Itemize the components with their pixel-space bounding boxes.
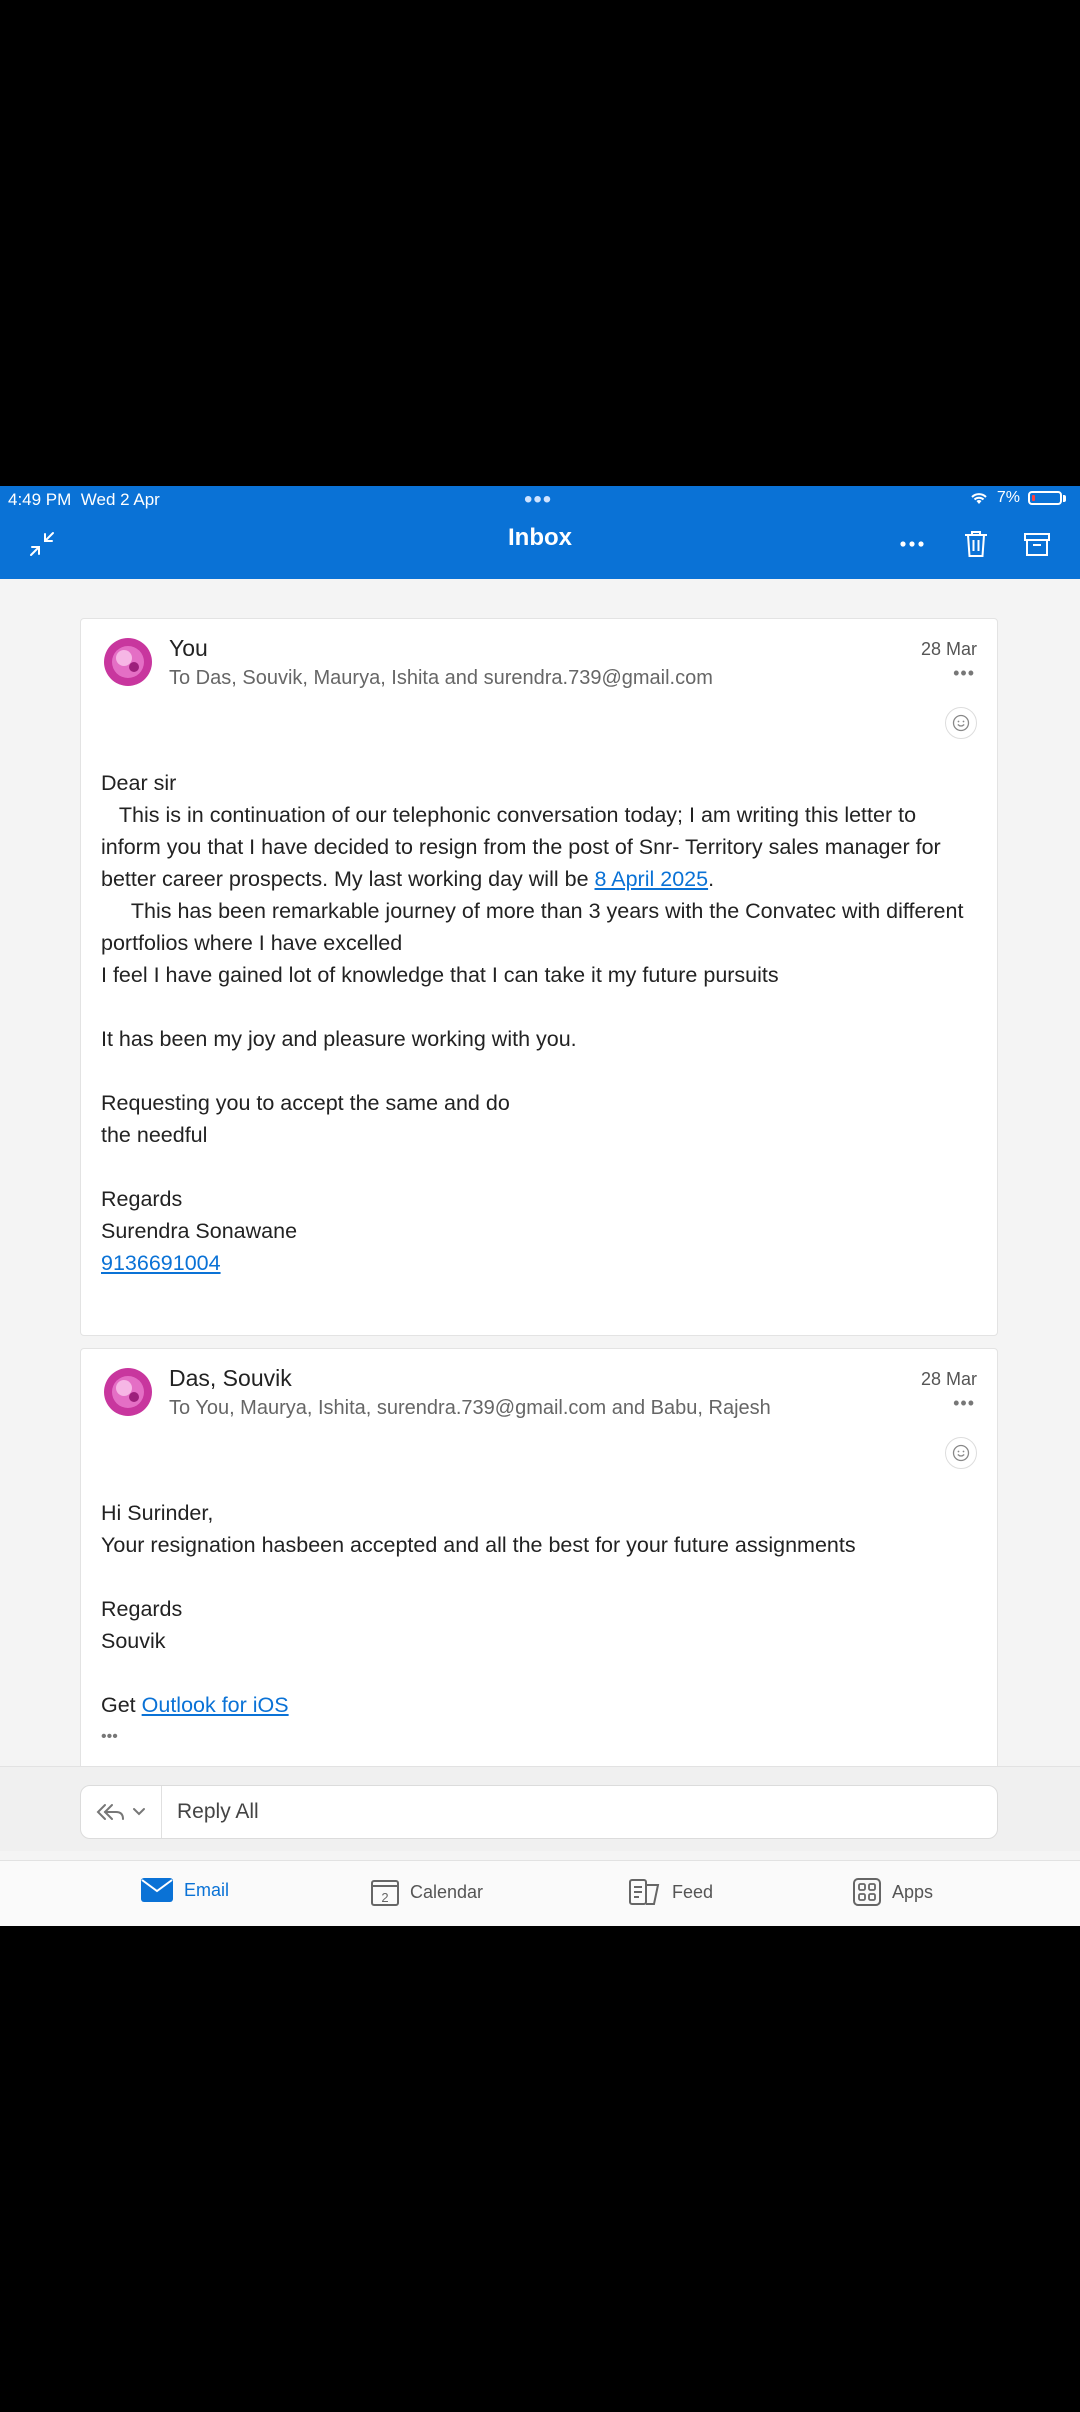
paragraph-text: This is in continuation of our telephonic conversation today; I am writing this letter to inform you that I have decided to resign from the post of Snr- Territory sales manager for better career prospects. My last working day will be	[101, 803, 947, 891]
tab-calendar[interactable]	[370, 1877, 483, 1907]
recipients[interactable]: To You, Maurya, Ishita, surendra.739@gmail.com and Babu, Rajesh	[169, 1397, 771, 1419]
outlook-link[interactable]: Outlook for iOS	[141, 1693, 289, 1717]
body-paragraph	[101, 799, 979, 895]
signature-name: Surendra Sonawane	[101, 1219, 298, 1243]
message-body	[101, 1497, 979, 1747]
status-right	[969, 489, 1066, 507]
greeting: Dear sir	[101, 771, 177, 795]
tab-label: Feed	[672, 1881, 714, 1902]
body-paragraph: Requesting you to accept the same and do	[101, 1091, 510, 1115]
message-date: 28 Mar	[920, 639, 977, 659]
time-label: 4:49 PM	[8, 490, 72, 509]
reply-all-icon	[96, 1802, 126, 1822]
reaction-icon[interactable]	[945, 707, 977, 739]
battery-percent: 7%	[996, 489, 1020, 506]
body-paragraph: Your resignation hasbeen accepted and all the best for your future assignments	[101, 1533, 856, 1557]
message-body	[101, 767, 979, 1279]
battery-cap	[1063, 495, 1066, 502]
signoff: Regards	[101, 1597, 183, 1621]
calendar-day: 2	[381, 1890, 389, 1905]
archive-icon[interactable]	[1019, 526, 1055, 562]
reply-input[interactable]: Reply All	[177, 1800, 259, 1823]
page-title: Inbox	[508, 524, 572, 551]
chevron-down-icon	[132, 1807, 146, 1817]
reply-box[interactable]	[80, 1785, 998, 1839]
reply-area	[0, 1766, 1080, 1851]
tab-apps[interactable]	[852, 1877, 933, 1907]
message-more-icon[interactable]: •••	[953, 1393, 975, 1413]
sender-name: You	[169, 635, 208, 661]
body-paragraph: This has been remarkable journey of more than 3 years with the Convatec with different portfolios where I have excelled	[101, 899, 970, 955]
greeting: Hi Surinder,	[101, 1501, 214, 1525]
tab-feed[interactable]	[628, 1877, 713, 1907]
more-options-icon[interactable]	[894, 526, 930, 562]
message-card[interactable]	[80, 1348, 998, 1788]
multitasking-dots[interactable]: •••	[524, 486, 553, 513]
body-paragraph: I feel I have gained lot of knowledge that I can take it my future pursuits	[101, 963, 779, 987]
tab-label: Apps	[892, 1881, 934, 1902]
trash-icon[interactable]	[958, 526, 994, 562]
tab-label: Email	[184, 1879, 230, 1900]
date-link[interactable]: 8 April 2025	[594, 867, 709, 891]
feed-icon	[628, 1877, 662, 1907]
message-date: 28 Mar	[920, 1369, 977, 1389]
date-label: Wed 2 Apr	[80, 490, 160, 509]
signoff: Regards	[101, 1187, 183, 1211]
calendar-icon	[370, 1877, 400, 1907]
wifi-icon	[969, 490, 989, 506]
message-card[interactable]	[80, 618, 998, 1336]
phone-link[interactable]: 9136691004	[101, 1251, 221, 1275]
collapsed-content-icon[interactable]: •••	[101, 1728, 118, 1745]
screen	[0, 486, 1080, 1926]
tab-bar	[0, 1860, 1080, 1926]
top-bar	[0, 486, 1080, 579]
tab-email[interactable]	[140, 1877, 229, 1903]
status-time	[8, 490, 160, 510]
body-paragraph: It has been my joy and pleasure working with you.	[101, 1027, 577, 1051]
reply-mode-button[interactable]	[81, 1786, 162, 1838]
apps-icon	[852, 1877, 882, 1907]
paragraph-end: .	[708, 867, 715, 891]
tab-label: Calendar	[410, 1881, 484, 1902]
avatar	[103, 1367, 153, 1417]
avatar	[103, 637, 153, 687]
signature-promo	[101, 1689, 979, 1721]
sender-name: Das, Souvik	[169, 1365, 292, 1391]
mail-icon	[140, 1877, 174, 1903]
battery-icon	[1028, 491, 1062, 505]
recipients[interactable]: To Das, Souvik, Maurya, Ishita and surendra.739@gmail.com	[169, 667, 713, 689]
promo-text: Get	[101, 1693, 142, 1717]
message-more-icon[interactable]: •••	[953, 663, 975, 683]
body-paragraph: the needful	[101, 1123, 208, 1147]
reaction-icon[interactable]	[945, 1437, 977, 1469]
signature-name: Souvik	[101, 1629, 166, 1653]
